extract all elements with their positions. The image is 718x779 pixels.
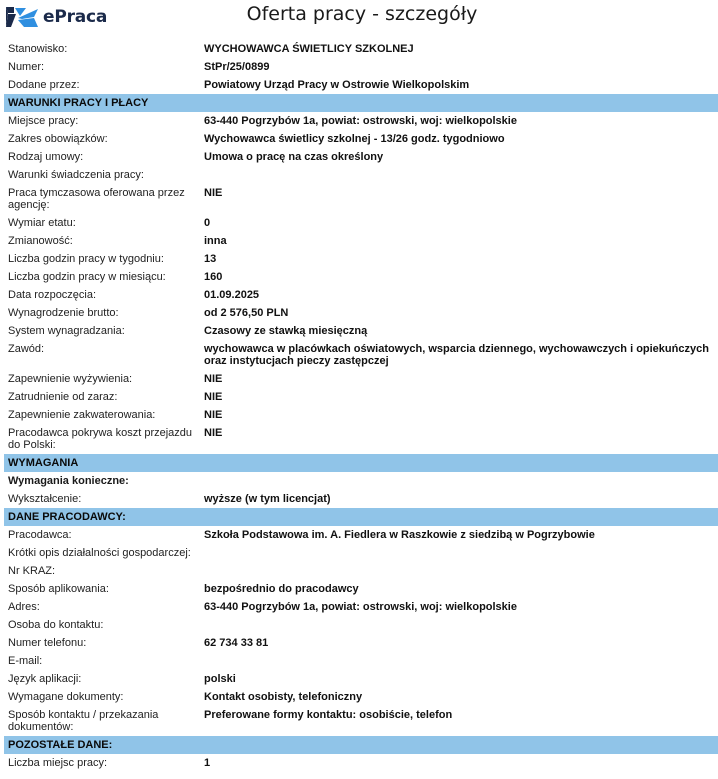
- detail-label: Rodzaj umowy:: [8, 151, 84, 163]
- detail-label: Warunki świadczenia pracy:: [8, 169, 144, 181]
- requirements-subheading: Wymagania konieczne:: [8, 475, 129, 487]
- detail-value: Szkoła Podstawowa im. A. Fiedlera w Raszkowie z siedzibą w Pogrzybowie: [204, 529, 595, 541]
- detail-value: wychowawca w placówkach oświatowych, wsparcia dziennego, wychowawczych i opiekuńczych oraz instytucjach pieczy zastępczej: [204, 343, 709, 367]
- section-header-pozostale: POZOSTAŁE DANE:: [4, 736, 718, 754]
- detail-row: [4, 388, 718, 406]
- detail-value: [204, 169, 718, 181]
- detail-value: polski: [204, 673, 236, 685]
- detail-row: [4, 286, 718, 304]
- detail-label: Osoba do kontaktu:: [8, 619, 104, 631]
- detail-value: NIE: [204, 187, 223, 199]
- detail-label: Liczba godzin pracy w miesiącu:: [8, 271, 166, 283]
- detail-row: [4, 340, 718, 370]
- detail-label: Wykształcenie:: [8, 493, 82, 505]
- detail-value: [204, 619, 718, 631]
- detail-value: 62 734 33 81: [204, 637, 269, 649]
- detail-row: [4, 562, 718, 580]
- detail-value: [204, 655, 718, 667]
- detail-value: inna: [204, 235, 227, 247]
- section-wymagania: [4, 472, 718, 508]
- detail-label: Data rozpoczęcia:: [8, 289, 97, 301]
- section-pozostale: [4, 754, 718, 772]
- detail-value: Kontakt osobisty, telefoniczny: [204, 691, 363, 703]
- section-warunki: [4, 112, 718, 454]
- detail-label: E-mail:: [8, 655, 43, 667]
- detail-row: [4, 166, 718, 184]
- detail-value: 01.09.2025: [204, 289, 260, 301]
- detail-row: [4, 406, 718, 424]
- detail-label: Sposób aplikowania:: [8, 583, 109, 595]
- detail-row: [4, 214, 718, 232]
- detail-row: [4, 232, 718, 250]
- detail-label: Zapewnienie zakwaterowania:: [8, 409, 156, 421]
- detail-row: [4, 526, 718, 544]
- detail-row: [4, 370, 718, 388]
- detail-row: [4, 304, 718, 322]
- detail-row: [4, 490, 718, 508]
- detail-row: [4, 130, 718, 148]
- detail-value: 63-440 Pogrzybów 1a, powiat: ostrowski, woj: wielkopolskie: [204, 601, 517, 613]
- detail-row: [4, 268, 718, 286]
- logo-text: ePraca: [43, 7, 108, 27]
- detail-label: Numer:: [8, 61, 45, 73]
- detail-label: Język aplikacji:: [8, 673, 82, 685]
- detail-label: Liczba godzin pracy w tygodniu:: [8, 253, 164, 265]
- detail-value: NIE: [204, 391, 223, 403]
- detail-row: [4, 706, 718, 736]
- detail-value: [204, 547, 718, 559]
- detail-label: Zawód:: [8, 343, 45, 355]
- detail-row: [4, 754, 718, 772]
- detail-label: Praca tymczasowa oferowana przez agencję:: [8, 187, 185, 211]
- detail-value: Czasowy ze stawką miesięczną: [204, 325, 368, 337]
- section-pracodawca: [4, 526, 718, 736]
- page-header: [0, 0, 718, 40]
- detail-value: 13: [204, 253, 217, 265]
- section-header-warunki: WARUNKI PRACY I PŁACY: [4, 94, 718, 112]
- detail-label: Stanowisko:: [8, 43, 68, 55]
- detail-label: Nr KRAZ:: [8, 565, 56, 577]
- detail-row: [4, 598, 718, 616]
- detail-label: Zapewnienie wyżywienia:: [8, 373, 133, 385]
- detail-value: 160: [204, 271, 223, 283]
- detail-value: 1: [204, 757, 211, 769]
- detail-label: Liczba miejsc pracy:: [8, 757, 108, 769]
- detail-row: [4, 580, 718, 598]
- detail-value: od 2 576,50 PLN: [204, 307, 289, 319]
- detail-label: Miejsce pracy:: [8, 115, 79, 127]
- detail-row: [4, 322, 718, 340]
- detail-value: 0: [204, 217, 211, 229]
- detail-label: Dodane przez:: [8, 79, 80, 91]
- page-title: Oferta pracy - szczegóły: [246, 3, 478, 25]
- detail-value: NIE: [204, 427, 223, 439]
- section-header-pracodawca: DANE PRACODAWCY:: [4, 508, 718, 526]
- detail-label: Wymiar etatu:: [8, 217, 76, 229]
- detail-row: [4, 670, 718, 688]
- detail-label: Numer telefonu:: [8, 637, 87, 649]
- detail-row: [4, 688, 718, 706]
- detail-row: [4, 634, 718, 652]
- detail-row-dodane-przez: [4, 76, 718, 94]
- detail-label: Wynagrodzenie brutto:: [8, 307, 119, 319]
- detail-row: [4, 424, 718, 454]
- detail-value: 63-440 Pogrzybów 1a, powiat: ostrowski, woj: wielkopolskie: [204, 115, 517, 127]
- offer-details: [4, 40, 718, 772]
- detail-value: bezpośrednio do pracodawcy: [204, 583, 359, 595]
- top-info: [4, 40, 718, 94]
- detail-label: Zakres obowiązków:: [8, 133, 108, 145]
- detail-label: Zatrudnienie od zaraz:: [8, 391, 118, 403]
- detail-value: StPr/25/0899: [204, 61, 270, 73]
- detail-row: [4, 112, 718, 130]
- detail-value: [204, 565, 718, 577]
- detail-row: [4, 544, 718, 562]
- section-header-wymagania: WYMAGANIA: [4, 454, 718, 472]
- detail-row: [4, 148, 718, 166]
- detail-value: NIE: [204, 373, 223, 385]
- detail-row: [4, 250, 718, 268]
- detail-label: Zmianowość:: [8, 235, 73, 247]
- detail-value: Umowa o pracę na czas określony: [204, 151, 384, 163]
- detail-row-stanowisko: [4, 40, 718, 58]
- detail-label: Pracodawca pokrywa koszt przejazdu do Polski:: [8, 427, 193, 451]
- detail-row: [4, 616, 718, 634]
- detail-value: wyższe (w tym licencjat): [204, 493, 331, 505]
- detail-label: Krótki opis działalności gospodarczej:: [8, 547, 191, 559]
- detail-label: System wynagradzania:: [8, 325, 125, 337]
- detail-label: Pracodawca:: [8, 529, 72, 541]
- detail-value: Preferowane formy kontaktu: osobiście, telefon: [204, 709, 453, 721]
- detail-value: Wychowawca świetlicy szkolnej - 13/26 godz. tygodniowo: [204, 133, 505, 145]
- detail-label: Sposób kontaktu / przekazania dokumentów:: [8, 709, 159, 733]
- detail-label: Adres:: [8, 601, 40, 613]
- detail-row-numer: [4, 58, 718, 76]
- detail-value: NIE: [204, 409, 223, 421]
- detail-value: WYCHOWAWCA ŚWIETLICY SZKOLNEJ: [204, 43, 414, 55]
- detail-value: Powiatowy Urząd Pracy w Ostrowie Wielkopolskim: [204, 79, 470, 91]
- detail-row: [4, 184, 718, 214]
- detail-label: Wymagane dokumenty:: [8, 691, 124, 703]
- detail-row: [4, 652, 718, 670]
